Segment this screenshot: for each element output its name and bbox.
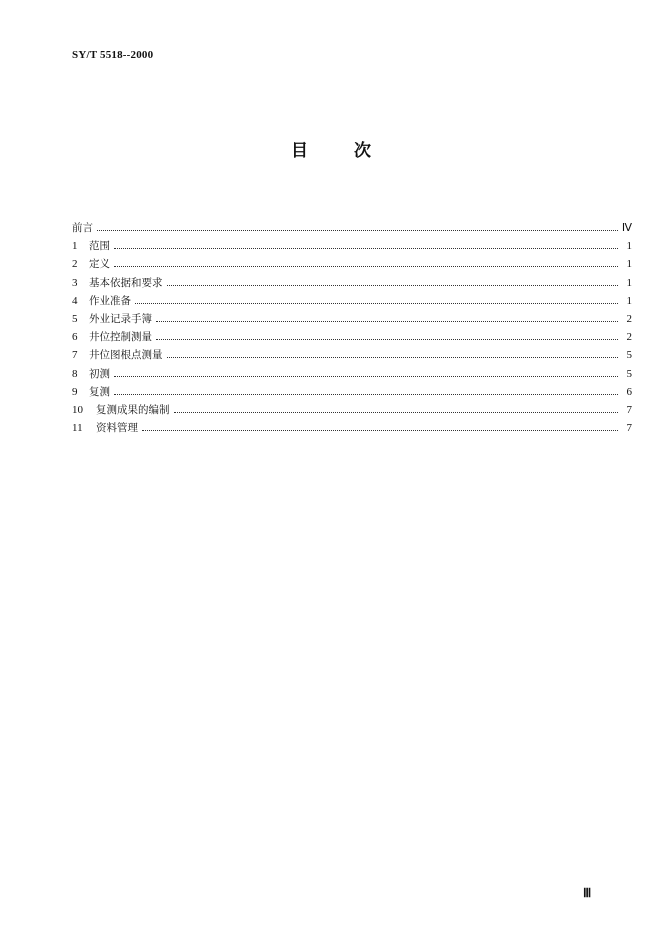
toc-entry-foreword[interactable] xyxy=(72,219,632,237)
toc-entry-number: 1 xyxy=(72,240,78,253)
toc-entry-number: 7 xyxy=(72,349,78,362)
toc-entry-page: 2 xyxy=(626,312,632,325)
dot-leader xyxy=(114,248,618,249)
toc-entry-page: 1 xyxy=(626,258,632,271)
toc-entry-10[interactable] xyxy=(72,401,632,419)
toc-entry-label: 井位控制测量 xyxy=(89,331,152,344)
toc-entry-5[interactable] xyxy=(72,310,632,328)
page-number: Ⅲ xyxy=(583,886,592,900)
dot-leader xyxy=(174,412,619,413)
toc-entry-label: 资料管理 xyxy=(96,422,138,435)
toc-entry-11[interactable] xyxy=(72,419,632,437)
toc-entry-number: 3 xyxy=(72,276,78,289)
toc-entry-page: 5 xyxy=(626,349,632,362)
toc-entry-8[interactable] xyxy=(72,365,632,383)
page-title xyxy=(0,136,662,161)
toc-entry-number: 2 xyxy=(72,258,78,271)
toc-entry-7[interactable] xyxy=(72,346,632,364)
toc-entry-6[interactable] xyxy=(72,328,632,346)
toc-entry-page: 7 xyxy=(626,403,632,416)
toc-entry-label: 定义 xyxy=(89,258,110,271)
toc-entry-page: 6 xyxy=(626,385,632,398)
toc-entry-number: 9 xyxy=(72,385,78,398)
dot-leader xyxy=(142,430,618,431)
toc-entry-page: 7 xyxy=(626,422,632,435)
table-of-contents xyxy=(72,219,632,437)
toc-entry-page: 2 xyxy=(626,331,632,344)
toc-entry-label: 初测 xyxy=(89,367,110,380)
toc-entry-page: 1 xyxy=(626,240,632,253)
toc-entry-label: 前言 xyxy=(72,222,93,234)
toc-entry-page: 1 xyxy=(626,294,632,307)
toc-entry-4[interactable] xyxy=(72,292,632,310)
dot-leader xyxy=(114,376,618,377)
toc-entry-label: 井位图根点测量 xyxy=(89,349,163,362)
toc-entry-number: 11 xyxy=(72,422,83,435)
toc-entry-number: 4 xyxy=(72,294,78,307)
dot-leader xyxy=(97,230,618,231)
toc-entry-1[interactable] xyxy=(72,237,632,255)
toc-entry-number: 10 xyxy=(72,403,83,416)
toc-entry-label: 外业记录手簿 xyxy=(89,312,152,325)
dot-leader xyxy=(114,394,618,395)
dot-leader xyxy=(167,357,619,358)
toc-entry-label: 复测成果的编制 xyxy=(96,403,170,416)
toc-entry-number: 5 xyxy=(72,312,78,325)
toc-entry-label: 基本依据和要求 xyxy=(89,276,163,289)
dot-leader xyxy=(135,303,618,304)
dot-leader xyxy=(156,339,618,340)
toc-entry-label: 复测 xyxy=(89,385,110,398)
toc-entry-label: 范围 xyxy=(89,240,110,253)
toc-entry-page: 1 xyxy=(626,276,632,289)
toc-entry-number: 6 xyxy=(72,331,78,344)
toc-entry-3[interactable] xyxy=(72,274,632,292)
toc-entry-page: 5 xyxy=(626,367,632,380)
toc-entry-2[interactable] xyxy=(72,255,632,273)
toc-entry-number: 8 xyxy=(72,367,78,380)
standard-code: SY/T 5518--2000 xyxy=(72,49,154,61)
dot-leader xyxy=(114,266,618,267)
toc-entry-page: Ⅳ xyxy=(621,222,632,234)
dot-leader xyxy=(156,321,618,322)
toc-entry-9[interactable] xyxy=(72,383,632,401)
title-char-1: 目 xyxy=(291,141,308,161)
dot-leader xyxy=(167,285,619,286)
title-char-2: 次 xyxy=(354,141,371,161)
toc-entry-label: 作业准备 xyxy=(89,294,131,307)
